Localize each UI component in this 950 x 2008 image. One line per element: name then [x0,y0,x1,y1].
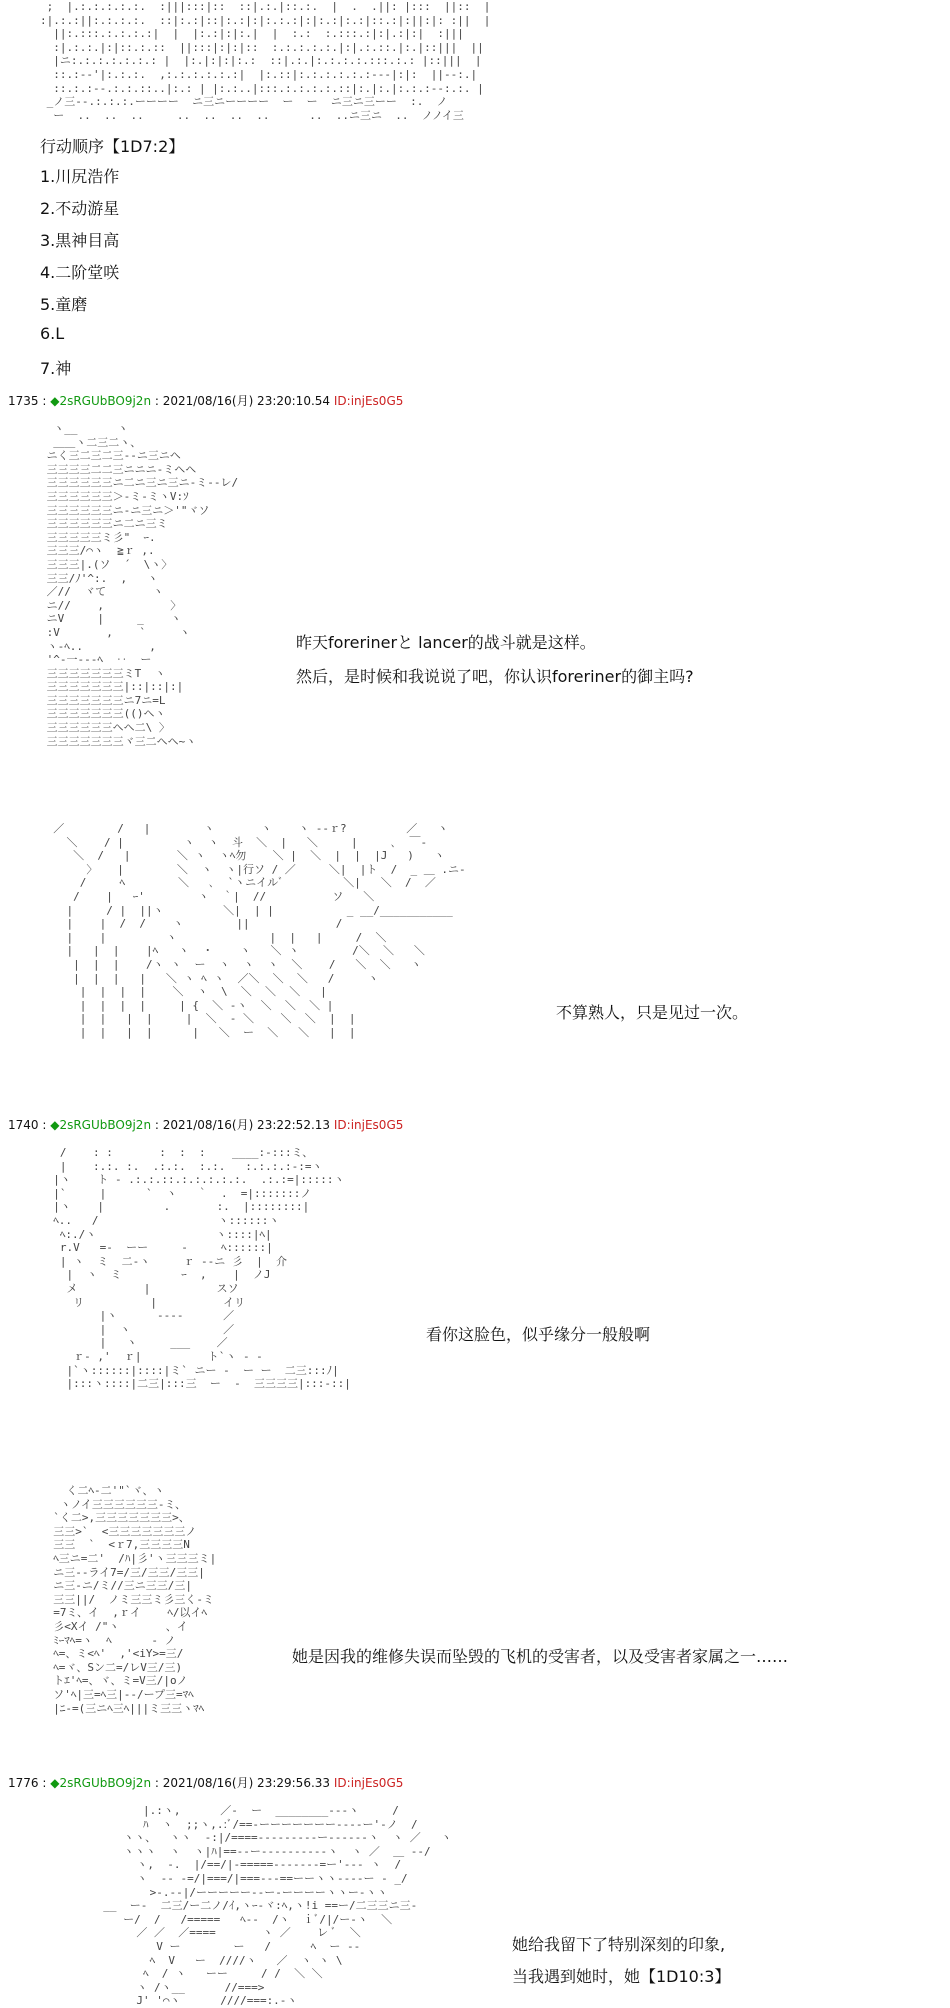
turn-order-item: 3.黒神目高 [40,231,120,250]
dialog-line: 昨天forerinerと lancer的战斗就是这样。 [296,633,596,652]
aa-art-5: |.:ヽ, ／- ー ________---ヽ / ﾊ ヽ ;;ヽ,.:ﾞ/==-ーーーーーーー----ー'-ノ / ヽヽ、 ヽヽ -:|/====---------ー------ヽ ヽ ／ ヽ ヽヽヽ ヽ ヽ|ﾊ|==--ー----------ヽ ヽ ／ ＿ --/ ヽ, -. |/==/|-=====-------=ー'--- ヽ / ヽ -- -=/|===/|===---==ーーヽヽ----ー - _/ >-.--|/ーーーーー--ー-ーーーーヽヽー-ヽヽ __ ー- 二三/ー二ノ/ｲ,ヽｰ-ヾ:ﾍ,ヽ!i ==ー/二三三ニ三- ー/ / /===== ﾍ-- /ヽ ｉﾞ/|/ー-ヽ ＼ ／ ／ ／==== ヽ ／ レ ﾞ ＼ V ー ー / ﾍ ー -- ﾍ V ー ////ヽ ／ ヽ ヽ \ ﾍ / ヽ ーー / / ＼ ＼ ヽ /ヽ__ //===> J' '⌒ヽ ////===:.-ヽ [103,1804,452,2008]
turn-order-title: 行动顺序【1D7:2】 [40,137,185,156]
post-date: 2021/08/16(月) 23:29:56.33 [162,1776,331,1790]
post-trip: ◆2sRGUbBO9j2n [50,394,152,408]
dialog-line: 她给我留下了特别深刻的印象, [512,1935,726,1954]
post-header: 1735 : ◆2sRGUbBO9j2n : 2021/08/16(月) 23:20:10.54 ID:injEs0G5 [8,394,404,408]
aa-art-3: / : : : : : ____:-:::ミ、 | :.:. :. .:.:. :.:. :.:.:.:-:=ヽ |ヽ ト - .:.:.::.:.:.:.:.:. .:.:=|:::::ヽ |` | ` ヽ ｀ . =|:::::::ノ |ヽ | . :. |::::::::| ﾍ.. / ヽ::::::ヽ ﾍ:./ヽ ヽ::::|ﾍ| r.V =- ーー - ﾍ::::::| | ヽ ミ 二-ヽ ｒ --ニ 彡 | 介 | ヽ ミ ｰ , | ノJ メ | スソ リ | イリ |ヽ ---- ／ | ヽ ／ | ヽ ___ ／ ｒ- ,' ｒ| ト`ヽ - - |`ヽ::::::|::::|ミ` ニー - ー ー 二三:::ﾉ| |:::ヽ::::|二三|:::三 ー - 三三三三|:::-::| [53,1146,351,1391]
turn-order-item: 7.神 [40,359,72,378]
post-id: ID:injEs0G5 [333,1776,404,1790]
post-date: 2021/08/16(月) 23:22:52.13 [162,1118,331,1132]
turn-order-item: 2.不动游星 [40,199,120,218]
post-header: 1776 : ◆2sRGUbBO9j2n : 2021/08/16(月) 23:29:56.33 ID:injEs0G5 [8,1776,404,1790]
dialog-line: 当我遇到她时，她【1D10:3】 [512,1967,731,1986]
aa-art-top: ; |.:.:.:.:.:. :|||:::|:: ::|.:.|::.:. | . .||: |::: ||:: | :|.:.:||:.:.:.:. ::|:.:|::|:.:|:|:.:.:|:|:.:|:.:|::.:|:||:|: :|| | ||:.:::.:.:.:.:| | |:.:|:|:.| | :.: :.:::.:|:|.:|:| :||| :|.:.:.|:|::.:.:: ||:::|:|:|:: :.:.:.:.:.|:|.:.::.|:.|::||| || |ニ:.:.:.:.:.:.: | |:.|:|:|:.: ::|.:.|:.:.:.:.:::.:.: |::||| | ::.:--'|:.:.:. ,:.:.:.:.:.:| |:.::|:.:.:.:.:.:---|:|: ||--:.| ::.:.:--.:.:.::..|:.: | |:.:..|:::.:.:.:.:.::|:.|:.|:.:.:--:.:. | _ノ三--.:.:.:.ーーーー ニ三ニーーーー ー ー ニ三ニ三ーー :. ノ ー .. .. .. .. .. .. .. .. ..ニ三ニ .. ノノイ三 [40,0,491,122]
post-id: ID:injEs0G5 [333,394,404,408]
post-date: 2021/08/16(月) 23:20:10.54 [162,394,331,408]
aa-art-1: ヽ__ ヽ ＿＿ヽ二三二ヽ、 ニく三二三二三--ニ三ニヘ 三三三三二二三ニニニ-ミヘヘ 三三三三三三ニ二ニ三ニ三ニ-ミ--レ/ 三三三三三三＞-ミ-ミヽV:ｿ 三三三三三三ニ-ニ三ニ＞'"ヾソ 三三三三三三ニ二ニ三ミ 三三三三三ミ彡" ｰ. 三三三/⌒ヽ ≧ｒ ,. 三三三|.(ソ ´ \ヽ〉 三三/ﾉ'^:. , ヽ ／// ヾて ヽ ニ// , 〉 ニV | _ ヽ :V , ` ヽ ヽ-ﾍ.. , '^-一---ﾍ ‥ ー 三三三三三三三ミT ヽ 三三三三三三三|::|::|:| 三三三三三三三ニ7ニ=L 三三三三三三三(()ヘヽ 三三三三三三ヘヘ二\ 〉 三三三三三三三ヾ三二ヘヘ~ヽ [46,422,239,748]
post-number: 1776 [8,1776,39,1790]
aa-art-4: く二ﾍ-二'"`ヾ、ヽ ヽノイ三三三三三三-ミ、 `く二>,三三三三三三三>、 三三>` <三三三三三三三ノ 三三 ` <ｒ7,三三三三N ﾍ三ニ=二' /ﾊ|彡'ヽ三三三ミ| ニ三--ライ7=/三/三三/三三| ニ三-ニ/ミ//三ニ三三/三| 三三||/ ノミ三三ミ彡三く-ミ =7ミ、イ ,ｒイ ﾍ/以イﾍ 彡<Xイ /"ヽ 、イ ﾐｰﾏﾍ=ヽ ﾍ - ノ ﾍ=、ミ<ﾍ' ,'<iY>=三/ ﾍ=ヾ、Sン二=/レV三/三) トｴ'ﾍ=、ヾ、ミ=V三/|oノ ソ'ﾍ|三=ﾍ三|--/ープ三=ﾏﾍ |ﾆ-=(三ニﾍ三ﾍ|||ミ三三ヽﾏﾍ [53,1484,217,1715]
turn-order-item: 4.二阶堂咲 [40,263,120,282]
post-number: 1735 [8,394,39,408]
dialog-line: 看你这脸色，似乎缘分一般般啊 [426,1325,651,1344]
post-trip: ◆2sRGUbBO9j2n [50,1776,152,1790]
aa-art-2: ／ / | ヽ ヽ ヽ --ｒ? ／ ヽ ＼ / | ヽ ヽ 斗 ＼ | ＼ | ､ ￣- ＼ / | ＼ ヽ ヽﾍ勿 ＼ | ＼ | | |J ) ヽ 〉 | ＼ ヽ ヽ|行ソ / ／ ＼| |ト / _ ＿ .ニ- / ﾍ ＼ ､ `ヽニイルﾞ ＼| ＼ / ／ / | ｰ' ヽ ｀| // ソ ＼ | / | ||ヽ ＼| | | _ __/___________ | | / / ヽ || / | | ヽ | | | / ＼ | | | |ﾍ ヽ ・ ヽ ＼ ヽ /＼ ＼ ＼ | | | /ヽ ヽ ー ヽ ヽ ヽ ＼ / ＼ ＼ ヽ | | | | ＼ ヽ ﾍ ヽ ／＼ ＼ ＼ / ヽ | | | | ＼ ヽ \ ＼ ＼ ＼ | | | | | | { ＼ -ヽ ＼ ＼ ＼ | | | | | | ＼ - ＼ ＼ ＼ | | | | | | | ＼ ー ＼ ＼ | | [53,822,466,1039]
dialog-line: 她是因我的维修失误而坠毁的飞机的受害者，以及受害者家属之一…… [292,1647,789,1666]
post-trip: ◆2sRGUbBO9j2n [50,1118,152,1132]
post-number: 1740 [8,1118,39,1132]
turn-order-item: 1.川尻浩作 [40,167,120,186]
dialog-line: 然后，是时候和我说说了吧，你认识foreriner的御主吗? [296,667,694,686]
turn-order-item: 6.L [40,324,65,343]
dialog-line: 不算熟人，只是见过一次。 [556,1003,749,1022]
post-id: ID:injEs0G5 [333,1118,404,1132]
post-header: 1740 : ◆2sRGUbBO9j2n : 2021/08/16(月) 23:22:52.13 ID:injEs0G5 [8,1118,404,1132]
turn-order-item: 5.童磨 [40,295,88,314]
